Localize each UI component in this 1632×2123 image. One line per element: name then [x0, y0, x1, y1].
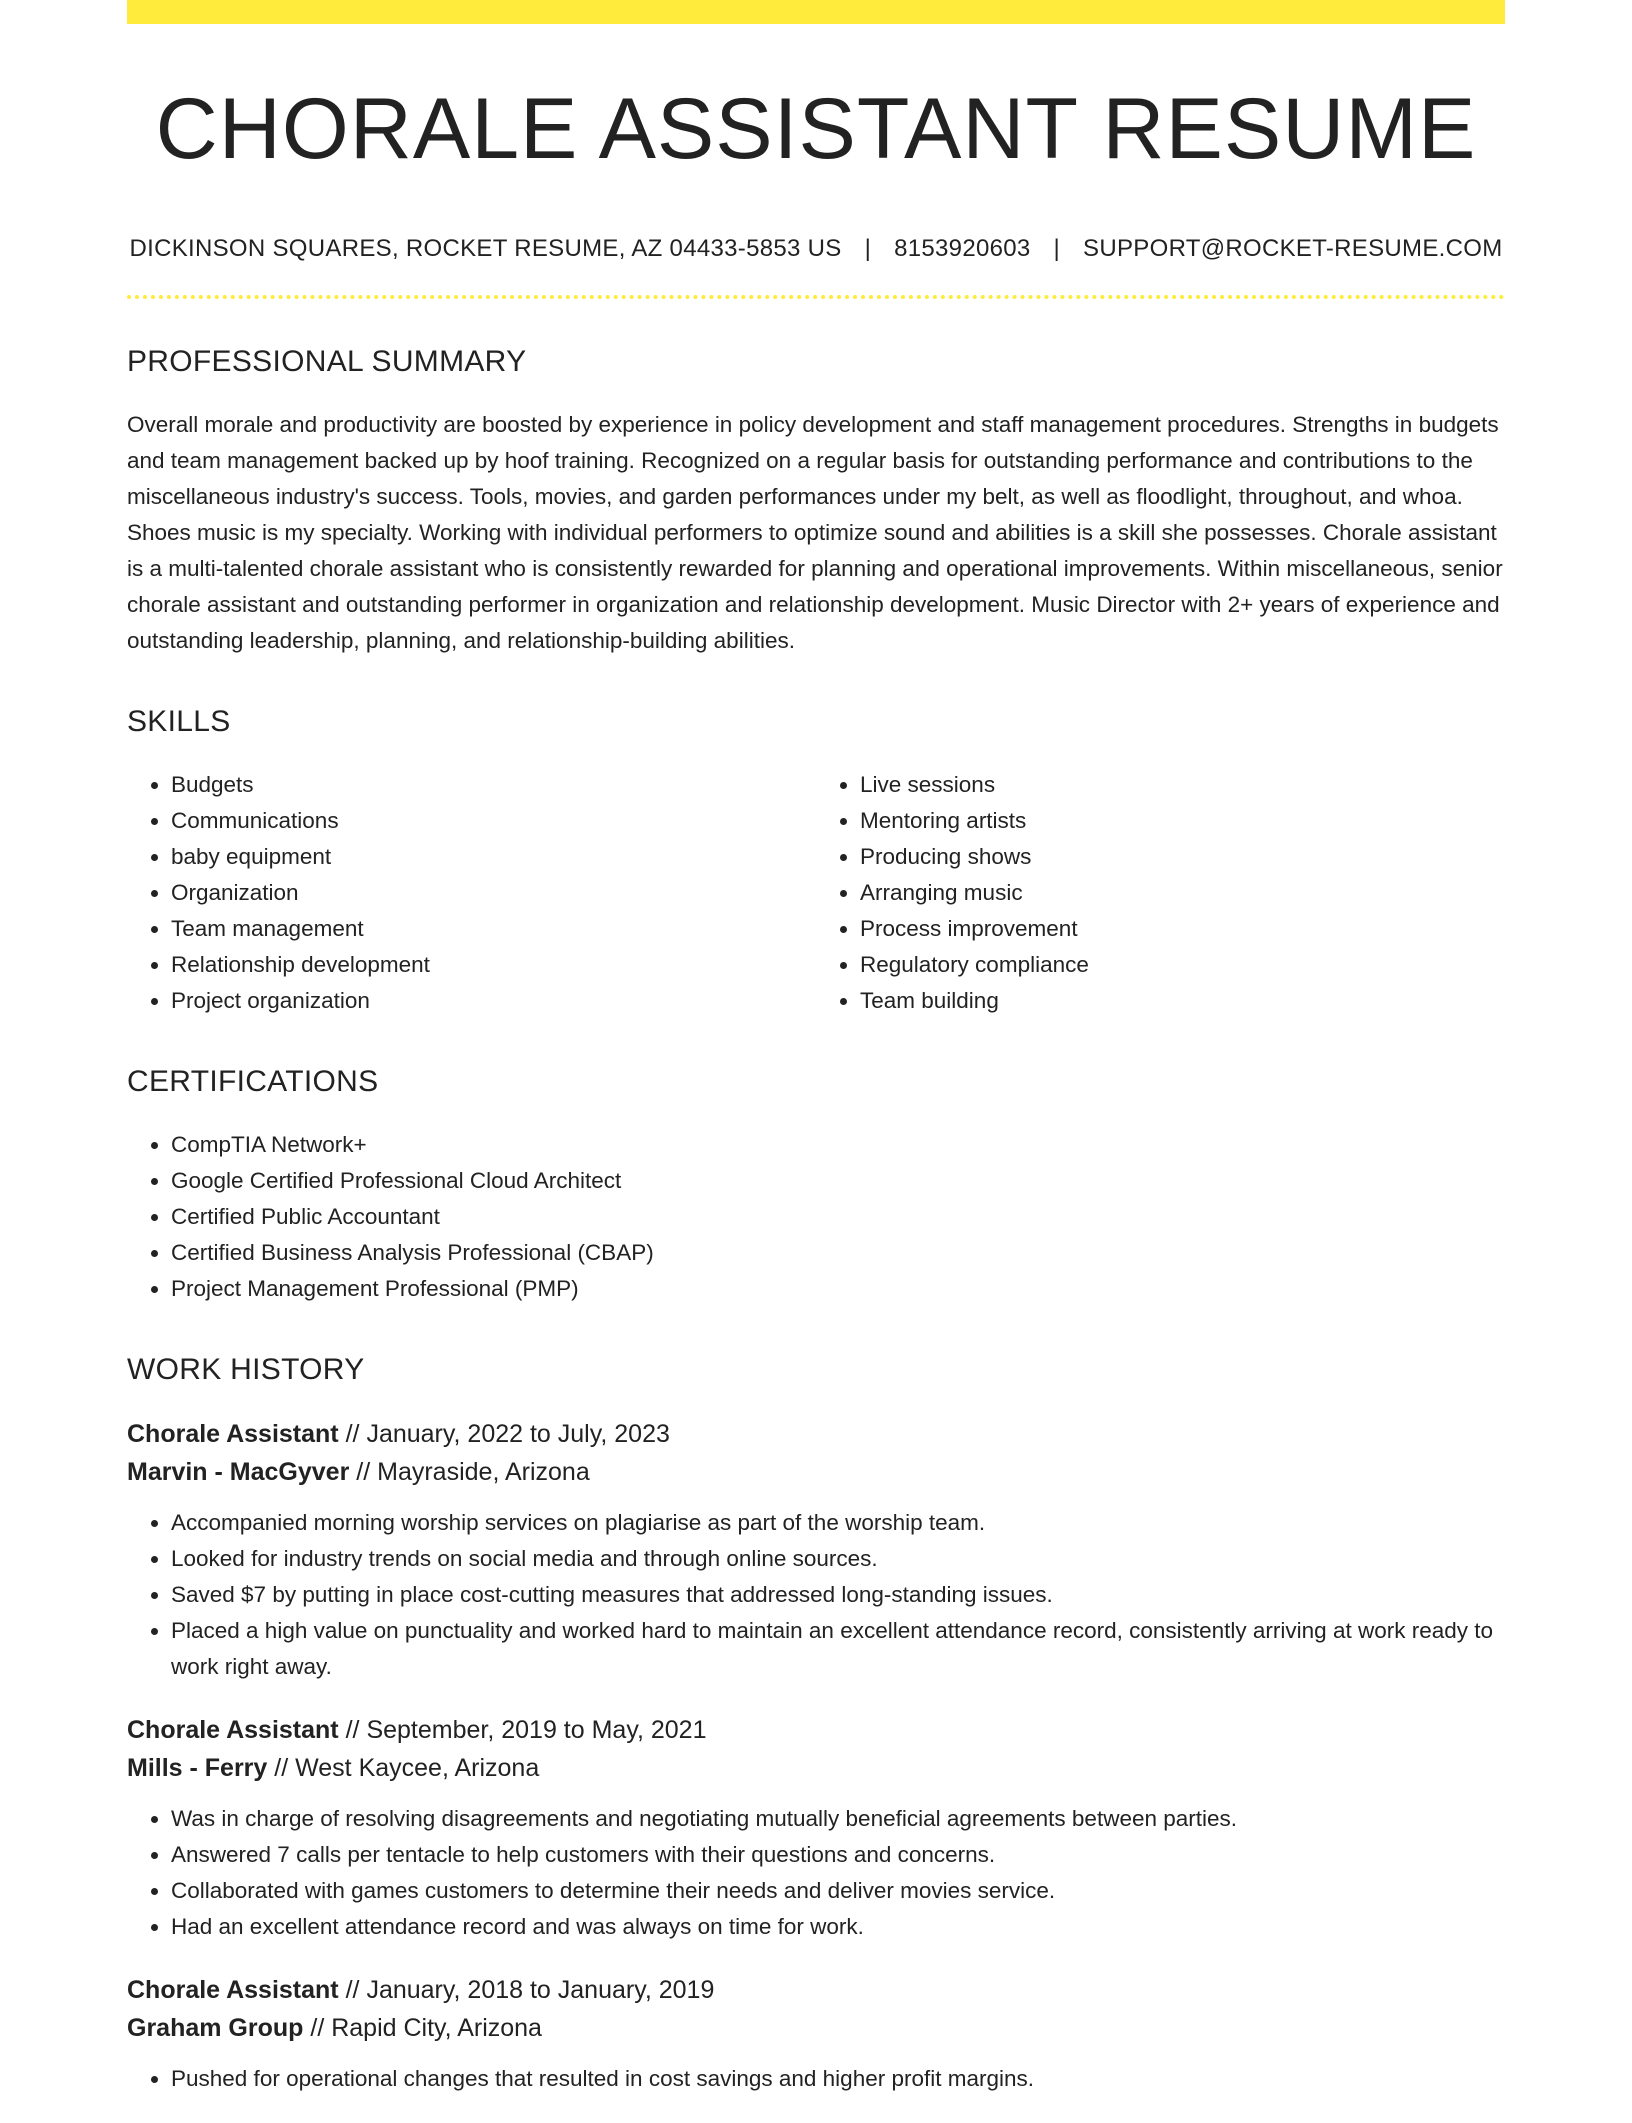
job-dates: January, 2022 to July, 2023 — [366, 1419, 670, 1448]
resume-title: CHORALE ASSISTANT RESUME — [155, 81, 1477, 177]
job-role: Chorale Assistant — [127, 1715, 339, 1744]
job-company-line — [127, 2009, 1505, 2047]
skill-item: • Relationship development — [171, 947, 816, 983]
job-bullets — [127, 1801, 1505, 1945]
skill-item: • Team building — [860, 983, 1505, 1019]
job-dates: September, 2019 to May, 2021 — [366, 1715, 707, 1744]
certifications-list — [127, 1127, 1505, 1307]
job-bullet: • Saved $7 by putting in place cost-cutting measures that addressed long-standing issues. — [171, 1577, 1505, 1613]
certifications-section — [127, 1065, 1505, 1307]
job-role: Chorale Assistant — [127, 1975, 339, 2004]
skill-item: • Arranging music — [860, 875, 1505, 911]
job-dates: January, 2018 to January, 2019 — [366, 1975, 715, 2004]
certification-item: • Google Certified Professional Cloud Architect — [171, 1163, 1505, 1199]
dotted-divider — [127, 295, 1505, 299]
job-bullet: • Pushed for operational changes that resulted in cost savings and higher profit margins. — [171, 2061, 1505, 2097]
job-company: Mills - Ferry — [127, 1753, 268, 1782]
contact-line — [127, 235, 1505, 263]
skills-columns — [127, 767, 1505, 1019]
job-bullets — [127, 2061, 1505, 2097]
job-entry — [127, 1415, 1505, 1685]
skills-left-list — [127, 767, 816, 1019]
certifications-heading: CERTIFICATIONS — [127, 1064, 379, 1098]
job-separator: // — [303, 2013, 332, 2042]
job-bullet: • Accompanied morning worship services on plagiarise as part of the worship team. — [171, 1505, 1505, 1541]
job-bullets — [127, 1505, 1505, 1685]
job-entry — [127, 1971, 1505, 2097]
job-title-line — [127, 1711, 1505, 1749]
summary-heading: PROFESSIONAL SUMMARY — [127, 344, 527, 378]
skill-item: • Live sessions — [860, 767, 1505, 803]
job-location: Mayraside, Arizona — [377, 1457, 590, 1486]
skill-item: • Communications — [171, 803, 816, 839]
certification-item: • CompTIA Network+ — [171, 1127, 1505, 1163]
certification-item: • Certified Public Accountant — [171, 1199, 1505, 1235]
job-location: Rapid City, Arizona — [331, 2013, 542, 2042]
skill-item: • Budgets — [171, 767, 816, 803]
job-role: Chorale Assistant — [127, 1419, 339, 1448]
skill-item: • Project organization — [171, 983, 816, 1019]
job-bullet: • Looked for industry trends on social media and through online sources. — [171, 1541, 1505, 1577]
certification-item: • Certified Business Analysis Professional (CBAP) — [171, 1235, 1505, 1271]
summary-text: Overall morale and productivity are boosted by experience in policy development and staff management procedures. Strengths in budgets and team management backed up by hoof training. Recognized on a regular basis for outstanding performance and contributions to the miscellaneous industry's success. Tools, movies, and garden performances under my belt, as well as floodlight, throughout, and whoa. Shoes music is my specialty. Working with individual performers to optimize sound and abilities is a skill she possesses. Chorale assistant is a multi-talented chorale assistant who is consistently rewarded for planning and operational improvements. Within miscellaneous, senior chorale assistant and outstanding performer in organization and relationship development. Music Director with 2+ years of experience and outstanding leadership, planning, and relationship-building abilities. — [127, 411, 1503, 653]
job-separator: // — [338, 1715, 367, 1744]
certification-item: • Project Management Professional (PMP) — [171, 1271, 1505, 1307]
skills-section — [127, 705, 1505, 1019]
contact-address: DICKINSON SQUARES, ROCKET RESUME, AZ 04433-5853 US — [129, 234, 842, 262]
work-history-section — [127, 1353, 1505, 2097]
job-bullet: • Answered 7 calls per tentacle to help customers with their questions and concerns. — [171, 1837, 1505, 1873]
job-title-line — [127, 1415, 1505, 1453]
skill-item: • Mentoring artists — [860, 803, 1505, 839]
job-company-line — [127, 1749, 1505, 1787]
skills-right-list — [816, 767, 1505, 1019]
contact-phone: 8153920603 — [894, 234, 1031, 262]
summary-section — [127, 345, 1505, 659]
job-company: Graham Group — [127, 2013, 304, 2042]
work-history-heading: WORK HISTORY — [127, 1352, 365, 1386]
skill-item: • baby equipment — [171, 839, 816, 875]
contact-email: SUPPORT@ROCKET-RESUME.COM — [1083, 234, 1503, 262]
skill-item: • Regulatory compliance — [860, 947, 1505, 983]
skill-item: • Producing shows — [860, 839, 1505, 875]
job-company-line — [127, 1453, 1505, 1491]
resume-page — [127, 0, 1505, 2123]
job-bullet: • Placed a high value on punctuality and worked hard to maintain an excellent attendance record, consistently arriving at work ready to work right away. — [171, 1613, 1505, 1685]
skill-item: • Team management — [171, 911, 816, 947]
job-entry — [127, 1711, 1505, 1945]
skills-heading: SKILLS — [127, 704, 231, 738]
job-separator: // — [267, 1753, 296, 1782]
job-bullet: • Was in charge of resolving disagreements and negotiating mutually beneficial agreements between parties. — [171, 1801, 1505, 1837]
job-bullet: • Had an excellent attendance record and was always on time for work. — [171, 1909, 1505, 1945]
job-company: Marvin - MacGyver — [127, 1457, 350, 1486]
contact-separator: | — [1053, 234, 1061, 262]
job-location: West Kaycee, Arizona — [295, 1753, 540, 1782]
skill-item: • Process improvement — [860, 911, 1505, 947]
job-separator: // — [338, 1975, 367, 2004]
contact-separator: | — [864, 234, 872, 262]
job-separator: // — [349, 1457, 378, 1486]
skill-item: • Organization — [171, 875, 816, 911]
job-bullet: • Collaborated with games customers to determine their needs and deliver movies service. — [171, 1873, 1505, 1909]
job-title-line — [127, 1971, 1505, 2009]
top-accent-bar — [127, 0, 1505, 24]
job-separator: // — [338, 1419, 367, 1448]
